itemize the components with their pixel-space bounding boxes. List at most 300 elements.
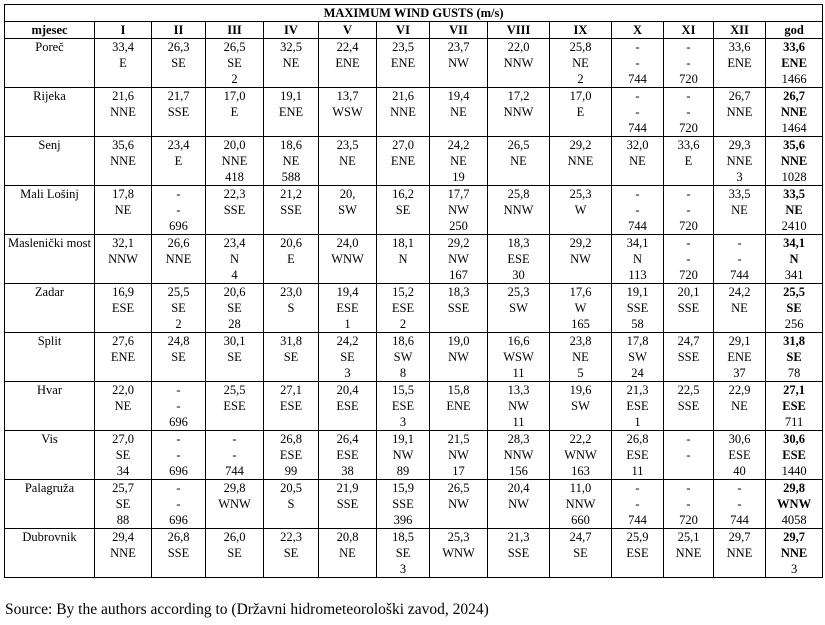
speed-cell: 22,2: [550, 431, 612, 448]
annual-dir-cell: NNE: [766, 104, 823, 120]
dir-cell: WNW: [430, 545, 488, 561]
speed-cell: 19,1: [264, 88, 319, 105]
speed-cell: -: [664, 235, 714, 252]
dir-cell: NNE: [95, 545, 152, 561]
date-cell: 89: [377, 463, 430, 480]
speed-cell: 25,8: [488, 186, 550, 203]
dir-cell: -: [152, 496, 206, 512]
dir-cell: SE: [319, 349, 377, 365]
dir-cell: NW: [430, 496, 488, 512]
date-cell: [206, 120, 264, 137]
speed-cell: -: [206, 431, 264, 448]
dir-cell: ESE: [206, 398, 264, 414]
station-speed-row: [5, 333, 823, 350]
annual-speed-cell: 33,6: [766, 39, 823, 56]
speed-cell: 29,7: [714, 529, 766, 546]
dir-cell: NW: [430, 251, 488, 267]
speed-cell: 20,0: [206, 137, 264, 154]
date-cell: [377, 71, 430, 88]
date-cell: [95, 169, 152, 186]
station-name: Split: [5, 333, 95, 382]
speed-cell: 22,3: [264, 529, 319, 546]
dir-cell: NE: [430, 153, 488, 169]
annual-date-cell: 1440: [766, 463, 823, 480]
station-date-row: [5, 365, 823, 382]
date-cell: [264, 316, 319, 333]
dir-cell: W: [550, 202, 612, 218]
speed-cell: 18,3: [488, 235, 550, 252]
speed-cell: -: [664, 480, 714, 497]
station-speed-row: [5, 137, 823, 154]
speed-cell: 26,8: [264, 431, 319, 448]
date-cell: 11: [488, 365, 550, 382]
speed-cell: 32,0: [612, 137, 664, 154]
annual-speed-cell: 29,8: [766, 480, 823, 497]
speed-cell: 16,9: [95, 284, 152, 301]
speed-cell: 19,0: [430, 333, 488, 350]
dir-cell: NNE: [377, 104, 430, 120]
dir-cell: ESE: [319, 300, 377, 316]
dir-cell: NNE: [714, 545, 766, 561]
dir-cell: -: [612, 202, 664, 218]
date-cell: [319, 120, 377, 137]
speed-cell: 27,0: [377, 137, 430, 154]
date-cell: [95, 71, 152, 88]
speed-cell: 21,5: [430, 431, 488, 448]
date-cell: [488, 561, 550, 578]
dir-cell: SW: [488, 300, 550, 316]
date-cell: [430, 561, 488, 578]
date-cell: [95, 267, 152, 284]
date-cell: 2: [152, 316, 206, 333]
speed-cell: 24,8: [152, 333, 206, 350]
annual-date-cell: 4058: [766, 512, 823, 529]
speed-cell: 24,2: [319, 333, 377, 350]
date-cell: 720: [664, 120, 714, 137]
date-cell: [95, 365, 152, 382]
station-name: Zadar: [5, 284, 95, 333]
speed-cell: 25,9: [612, 529, 664, 546]
dir-cell: NE: [550, 349, 612, 365]
dir-cell: SE: [377, 545, 430, 561]
header-col-12: XII: [714, 22, 766, 39]
date-cell: 696: [152, 463, 206, 480]
header-col-13: god: [766, 22, 823, 39]
annual-date-cell: 78: [766, 365, 823, 382]
speed-cell: 17,6: [550, 284, 612, 301]
speed-cell: 20,5: [264, 480, 319, 497]
dir-cell: NE: [488, 153, 550, 169]
annual-dir-cell: NE: [766, 202, 823, 218]
speed-cell: 33,6: [664, 137, 714, 154]
dir-cell: NW: [430, 349, 488, 365]
speed-cell: 19,1: [377, 431, 430, 448]
date-cell: 696: [152, 414, 206, 431]
station-dir-row: [5, 545, 823, 561]
dir-cell: WNW: [550, 447, 612, 463]
speed-cell: 20,6: [206, 284, 264, 301]
annual-date-cell: 1028: [766, 169, 823, 186]
speed-cell: 26,7: [714, 88, 766, 105]
date-cell: 11: [612, 463, 664, 480]
date-cell: [206, 512, 264, 529]
dir-cell: SE: [152, 349, 206, 365]
speed-cell: 26,5: [430, 480, 488, 497]
annual-dir-cell: WNW: [766, 496, 823, 512]
date-cell: 1: [612, 414, 664, 431]
date-cell: [430, 414, 488, 431]
source-note: Source: By the authors according to (Državni hidrometeorološki zavod, 2024): [5, 601, 489, 618]
dir-cell: SE: [206, 349, 264, 365]
station-speed-row: [5, 382, 823, 399]
annual-speed-cell: 26,7: [766, 88, 823, 105]
annual-speed-cell: 34,1: [766, 235, 823, 252]
speed-cell: 24,7: [550, 529, 612, 546]
date-cell: 720: [664, 267, 714, 284]
dir-cell: NE: [319, 153, 377, 169]
date-cell: 99: [264, 463, 319, 480]
speed-cell: 20,1: [664, 284, 714, 301]
date-cell: [152, 365, 206, 382]
date-cell: 5: [550, 365, 612, 382]
dir-cell: NNE: [714, 153, 766, 169]
date-cell: [714, 316, 766, 333]
dir-cell: -: [612, 55, 664, 71]
dir-cell: NNE: [95, 153, 152, 169]
dir-cell: E: [664, 153, 714, 169]
dir-cell: ESE: [95, 300, 152, 316]
date-cell: [550, 267, 612, 284]
speed-cell: 29,1: [714, 333, 766, 350]
dir-cell: -: [612, 496, 664, 512]
dir-cell: SSE: [664, 398, 714, 414]
speed-cell: 31,8: [264, 333, 319, 350]
dir-cell: NE: [430, 104, 488, 120]
speed-cell: 29,3: [714, 137, 766, 154]
date-cell: [152, 267, 206, 284]
speed-cell: 29,2: [550, 137, 612, 154]
table-title: MAXIMUM WIND GUSTS (m/s): [5, 5, 823, 22]
dir-cell: WSW: [488, 349, 550, 365]
header-station: mjesec: [5, 22, 95, 39]
date-cell: 1: [319, 316, 377, 333]
speed-cell: 35,6: [95, 137, 152, 154]
speed-cell: 15,9: [377, 480, 430, 497]
dir-cell: NE: [264, 153, 319, 169]
station-speed-row: [5, 529, 823, 546]
date-cell: [95, 561, 152, 578]
speed-cell: 17,8: [95, 186, 152, 203]
date-cell: [430, 512, 488, 529]
date-cell: 163: [550, 463, 612, 480]
dir-cell: SE: [206, 55, 264, 71]
date-cell: [95, 120, 152, 137]
speed-cell: 26,3: [152, 39, 206, 56]
speed-cell: -: [612, 480, 664, 497]
annual-date-cell: 3: [766, 561, 823, 578]
station-speed-row: [5, 431, 823, 448]
dir-cell: SE: [550, 545, 612, 561]
dir-cell: NE: [319, 545, 377, 561]
speed-cell: 17,8: [612, 333, 664, 350]
dir-cell: SW: [377, 349, 430, 365]
date-cell: [488, 316, 550, 333]
speed-cell: 23,8: [550, 333, 612, 350]
dir-cell: ESE: [488, 251, 550, 267]
dir-cell: ENE: [95, 349, 152, 365]
station-speed-row: [5, 284, 823, 301]
annual-dir-cell: N: [766, 251, 823, 267]
dir-cell: E: [95, 55, 152, 71]
dir-cell: NNW: [550, 496, 612, 512]
speed-cell: -: [152, 382, 206, 399]
speed-cell: 26,8: [152, 529, 206, 546]
dir-cell: SE: [264, 349, 319, 365]
station-speed-row: [5, 39, 823, 56]
date-cell: [488, 120, 550, 137]
date-cell: [488, 218, 550, 235]
speed-cell: 21,7: [152, 88, 206, 105]
date-cell: [612, 169, 664, 186]
dir-cell: N: [612, 251, 664, 267]
date-cell: [430, 120, 488, 137]
speed-cell: 16,6: [488, 333, 550, 350]
station-date-row: [5, 463, 823, 480]
date-cell: 28: [206, 316, 264, 333]
speed-cell: 15,5: [377, 382, 430, 399]
speed-cell: 16,2: [377, 186, 430, 203]
station-date-row: [5, 414, 823, 431]
dir-cell: SSE: [488, 545, 550, 561]
speed-cell: 29,2: [430, 235, 488, 252]
speed-cell: 20,6: [264, 235, 319, 252]
dir-cell: ENE: [377, 153, 430, 169]
speed-cell: -: [612, 186, 664, 203]
dir-cell: NE: [95, 202, 152, 218]
dir-cell: -: [664, 104, 714, 120]
dir-cell: S: [264, 496, 319, 512]
speed-cell: 17,0: [550, 88, 612, 105]
dir-cell: NW: [430, 202, 488, 218]
date-cell: [430, 365, 488, 382]
speed-cell: 24,2: [430, 137, 488, 154]
date-cell: 8: [377, 365, 430, 382]
dir-cell: NE: [550, 55, 612, 71]
dir-cell: ESE: [377, 300, 430, 316]
dir-cell: ESE: [612, 447, 664, 463]
dir-cell: SSE: [319, 496, 377, 512]
date-cell: 660: [550, 512, 612, 529]
speed-cell: 25,3: [430, 529, 488, 546]
header-col-4: IV: [264, 22, 319, 39]
station-dir-row: [5, 398, 823, 414]
station-name: Senj: [5, 137, 95, 186]
date-cell: 3: [377, 561, 430, 578]
date-cell: 2: [550, 71, 612, 88]
dir-cell: SE: [377, 202, 430, 218]
annual-speed-cell: 31,8: [766, 333, 823, 350]
annual-date-cell: 341: [766, 267, 823, 284]
speed-cell: 27,1: [264, 382, 319, 399]
speed-cell: 19,6: [550, 382, 612, 399]
header-col-3: III: [206, 22, 264, 39]
speed-cell: 23,5: [319, 137, 377, 154]
speed-cell: 18,1: [377, 235, 430, 252]
dir-cell: NE: [714, 398, 766, 414]
speed-cell: -: [664, 186, 714, 203]
date-cell: [152, 120, 206, 137]
station-speed-row: [5, 88, 823, 105]
speed-cell: 29,4: [95, 529, 152, 546]
date-cell: [377, 169, 430, 186]
date-cell: [319, 169, 377, 186]
dir-cell: ENE: [714, 349, 766, 365]
dir-cell: SSE: [664, 349, 714, 365]
date-cell: [319, 71, 377, 88]
dir-cell: SSE: [264, 202, 319, 218]
dir-cell: NE: [95, 398, 152, 414]
annual-dir-cell: ESE: [766, 447, 823, 463]
speed-cell: 11,0: [550, 480, 612, 497]
date-cell: [664, 414, 714, 431]
annual-speed-cell: 25,5: [766, 284, 823, 301]
date-cell: [319, 414, 377, 431]
date-cell: [488, 512, 550, 529]
annual-dir-cell: ESE: [766, 398, 823, 414]
speed-cell: 22,4: [319, 39, 377, 56]
date-cell: [152, 169, 206, 186]
dir-cell: NNW: [488, 447, 550, 463]
annual-speed-cell: 27,1: [766, 382, 823, 399]
dir-cell: -: [152, 398, 206, 414]
dir-cell: ESE: [264, 398, 319, 414]
dir-cell: NW: [488, 398, 550, 414]
date-cell: [95, 316, 152, 333]
speed-cell: 25,3: [550, 186, 612, 203]
header-col-6: VI: [377, 22, 430, 39]
speed-cell: 20,8: [319, 529, 377, 546]
speed-cell: 18,6: [377, 333, 430, 350]
dir-cell: ENE: [377, 55, 430, 71]
date-cell: [319, 561, 377, 578]
station-name: Rijeka: [5, 88, 95, 137]
dir-cell: ESE: [319, 398, 377, 414]
speed-cell: 27,0: [95, 431, 152, 448]
speed-cell: 26,5: [206, 39, 264, 56]
annual-dir-cell: ENE: [766, 55, 823, 71]
speed-cell: 19,4: [319, 284, 377, 301]
speed-cell: 23,4: [206, 235, 264, 252]
dir-cell: S: [264, 300, 319, 316]
date-cell: [264, 267, 319, 284]
date-cell: [714, 218, 766, 235]
dir-cell: WSW: [319, 104, 377, 120]
speed-cell: 26,5: [488, 137, 550, 154]
speed-cell: 26,6: [152, 235, 206, 252]
date-cell: [152, 71, 206, 88]
date-cell: 40: [714, 463, 766, 480]
dir-cell: SE: [152, 55, 206, 71]
date-cell: 165: [550, 316, 612, 333]
dir-cell: -: [612, 104, 664, 120]
dir-cell: NNW: [95, 251, 152, 267]
date-cell: 34: [95, 463, 152, 480]
dir-cell: NW: [430, 447, 488, 463]
annual-date-cell: 2410: [766, 218, 823, 235]
speed-cell: -: [612, 39, 664, 56]
speed-cell: 33,4: [95, 39, 152, 56]
station-dir-row: [5, 55, 823, 71]
date-cell: [430, 316, 488, 333]
date-cell: 4: [206, 267, 264, 284]
station-name: Vis: [5, 431, 95, 480]
speed-cell: 28,3: [488, 431, 550, 448]
date-cell: [206, 365, 264, 382]
date-cell: 696: [152, 218, 206, 235]
speed-cell: 17,7: [430, 186, 488, 203]
dir-cell: SE: [95, 496, 152, 512]
station-date-row: [5, 561, 823, 578]
speed-cell: 18,6: [264, 137, 319, 154]
annual-speed-cell: 30,6: [766, 431, 823, 448]
date-cell: 11: [488, 414, 550, 431]
speed-cell: 18,3: [430, 284, 488, 301]
date-cell: 88: [95, 512, 152, 529]
speed-cell: 18,5: [377, 529, 430, 546]
speed-cell: 32,1: [95, 235, 152, 252]
date-cell: 58: [612, 316, 664, 333]
speed-cell: 22,5: [664, 382, 714, 399]
dir-cell: SSE: [152, 104, 206, 120]
date-cell: 744: [612, 218, 664, 235]
date-cell: 17: [430, 463, 488, 480]
speed-cell: 15,2: [377, 284, 430, 301]
dir-cell: E: [206, 104, 264, 120]
date-cell: 167: [430, 267, 488, 284]
date-cell: [488, 169, 550, 186]
dir-cell: -: [206, 447, 264, 463]
date-cell: [550, 120, 612, 137]
speed-cell: 26,0: [206, 529, 264, 546]
station-date-row: [5, 316, 823, 333]
speed-cell: 24,2: [714, 284, 766, 301]
station-date-row: [5, 218, 823, 235]
date-cell: [377, 120, 430, 137]
speed-cell: -: [664, 431, 714, 448]
date-cell: 113: [612, 267, 664, 284]
dir-cell: WNW: [206, 496, 264, 512]
dir-cell: SSE: [664, 300, 714, 316]
dir-cell: -: [664, 55, 714, 71]
speed-cell: 21,9: [319, 480, 377, 497]
date-cell: [152, 561, 206, 578]
dir-cell: SW: [612, 349, 664, 365]
date-cell: 156: [488, 463, 550, 480]
dir-cell: SSE: [206, 202, 264, 218]
dir-cell: NNW: [488, 104, 550, 120]
speed-cell: 21,6: [95, 88, 152, 105]
dir-cell: ENE: [714, 55, 766, 71]
date-cell: [714, 414, 766, 431]
speed-cell: 21,3: [612, 382, 664, 399]
speed-cell: 25,1: [664, 529, 714, 546]
station-name: Dubrovnik: [5, 529, 95, 578]
station-name: Hvar: [5, 382, 95, 431]
date-cell: [377, 218, 430, 235]
header-col-9: IX: [550, 22, 612, 39]
dir-cell: NW: [430, 55, 488, 71]
speed-cell: 32,5: [264, 39, 319, 56]
